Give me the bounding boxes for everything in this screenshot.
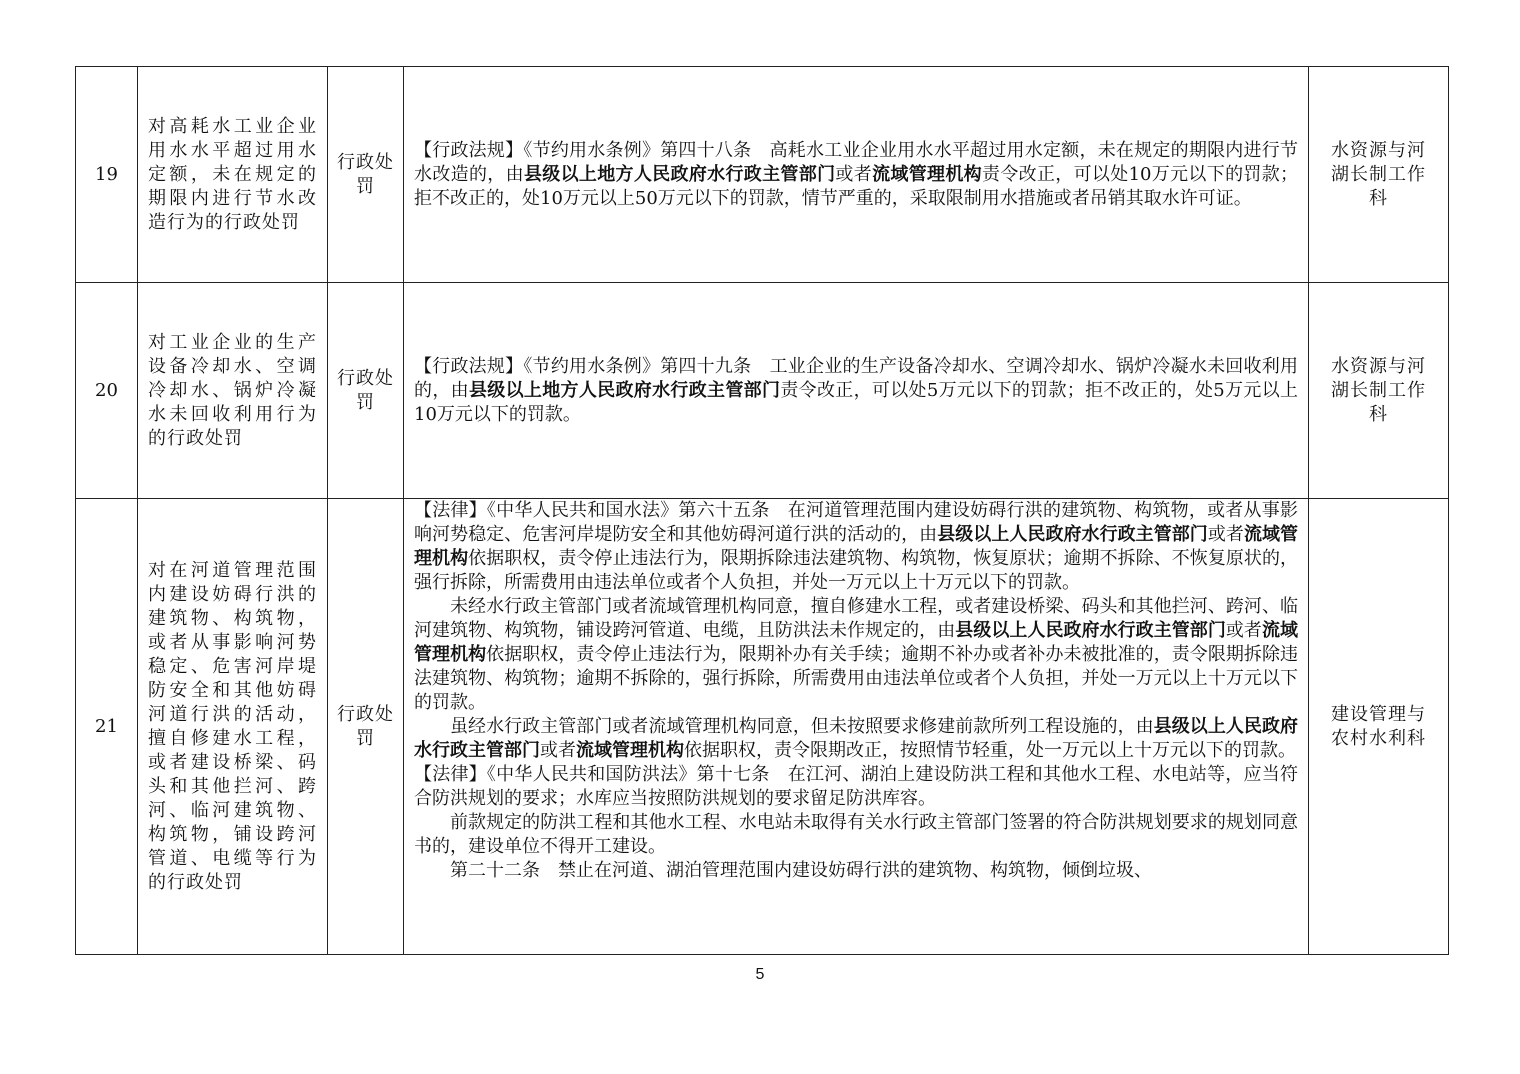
penalty-type: 行政处罚: [337, 367, 394, 413]
basis-emphasis: 流域管理机构: [872, 163, 982, 185]
basis-paragraph: [414, 859, 1298, 883]
basis-emphasis: 流域管理机构: [414, 524, 1299, 569]
basis-paragraph: [414, 715, 1298, 763]
penalty-type: 行政处罚: [337, 703, 394, 749]
item-name-cell: [138, 499, 328, 955]
row-number: 19: [76, 67, 138, 283]
basis-text-segment: 未经水行政主管部门或者流域管理机构同意，擅自修建水工程，或者建设桥梁、码头和其他拦河、跨河、临河建筑物、构筑物，铺设跨河管道、电缆，且防洪法未作规定的，由: [414, 596, 1298, 641]
basis-emphasis: 县级以上地方人民政府水行政主管部门: [468, 379, 781, 401]
legal-basis-cell: [404, 499, 1309, 955]
penalty-table-body: [76, 67, 1449, 955]
basis-emphasis: 县级以上地方人民政府水行政主管部门: [523, 163, 836, 185]
table-row: [76, 67, 1449, 283]
department-cell: [1309, 67, 1449, 283]
basis-paragraph: [414, 763, 1298, 811]
legal-basis: [404, 139, 1308, 211]
basis-text-segment: 前款规定的防洪工程和其他水工程、水电站未取得有关水行政主管部门签署的符合防洪规划要求的规划同意书的，建设单位不得开工建设。: [414, 812, 1298, 857]
basis-text-segment: 或者: [835, 163, 873, 185]
department: 水资源与河湖长制工作科: [1331, 355, 1426, 425]
penalty-type-cell: [328, 499, 404, 955]
item-name: 对高耗水工业企业用水水平超过用水定额，未在规定的期限内进行节水改造行为的行政处罚: [148, 115, 317, 233]
legal-basis-cell: [404, 283, 1309, 499]
basis-paragraph: [414, 499, 1298, 595]
basis-emphasis: 流域管理机构: [576, 740, 684, 761]
legal-basis: [404, 355, 1308, 427]
penalty-type-cell: [328, 67, 404, 283]
basis-text-segment: 依据职权，责令限期改正，按照情节轻重，处一万元以上十万元以下的罚款。: [684, 740, 1296, 761]
basis-emphasis: 流域管理机构: [414, 620, 1299, 665]
penalty-table: [75, 66, 1449, 955]
item-name: 对在河道管理范围内建设妨碍行洪的建筑物、构筑物，或者从事影响河势稳定、危害河岸堤防安全和其他妨碍河道行洪的活动，擅自修建水工程，或者建设桥梁、码头和其他拦河、跨河、临河建筑物、构筑物，铺设跨河管道、电缆等行为的行政处罚: [148, 559, 317, 893]
item-name-cell: [138, 283, 328, 499]
basis-text-segment: 责令改正，可以处10万元以下的罚款；拒不改正的，处10万元以上50万元以下的罚款，情节严重的，采取限制用水措施或者吊销其取水许可证。: [414, 163, 1299, 209]
basis-paragraph: [414, 811, 1298, 859]
item-name: 对工业企业的生产设备冷却水、空调冷却水、锅炉冷凝水未回收利用行为的行政处罚: [148, 331, 317, 449]
basis-emphasis: 县级以上人民政府水行政主管部门: [414, 716, 1299, 761]
department: 建设管理与农村水利科: [1331, 703, 1426, 749]
basis-paragraph: [414, 139, 1298, 211]
row-number: 20: [76, 283, 138, 499]
page-number: 5: [755, 966, 765, 983]
basis-text-segment: 责令改正，可以处5万元以下的罚款；拒不改正的，处5万元以上10万元以下的罚款。: [414, 379, 1299, 425]
department-cell: [1309, 499, 1449, 955]
penalty-type-cell: [328, 283, 404, 499]
basis-paragraph: [414, 355, 1298, 427]
penalty-type: 行政处罚: [337, 151, 394, 197]
basis-text-segment: 【法律】《中华人民共和国防洪法》第十七条 在江河、湖泊上建设防洪工程和其他水工程、水电站等，应当符合防洪规划的要求；水库应当按照防洪规划的要求留足防洪库容。: [414, 764, 1298, 809]
legal-basis: [404, 499, 1308, 883]
basis-text-segment: 依据职权，责令停止违法行为，限期补办有关手续；逾期不补办或者补办未被批准的，责令限期拆除违法建筑物、构筑物；逾期不拆除的，强行拆除，所需费用由违法单位或者个人负担，并处一万元以上十万元以下的罚款。: [414, 644, 1299, 713]
legal-basis-cell: [404, 67, 1309, 283]
department-cell: [1309, 283, 1449, 499]
basis-paragraph: [414, 595, 1298, 715]
table-row: [76, 499, 1449, 955]
basis-text-segment: 虽经水行政主管部门或者流域管理机构同意，但未按照要求修建前款所列工程设施的，由: [450, 716, 1154, 737]
basis-text-segment: 【法律】《中华人民共和国水法》第六十五条 在河道管理范围内建设妨碍行洪的建筑物、构筑物，或者从事影响河势稳定、危害河岸堤防安全和其他妨碍河道行洪的活动的，由: [414, 500, 1298, 545]
basis-text-segment: 第二十二条 禁止在河道、湖泊管理范围内建设妨碍行洪的建筑物、构筑物，倾倒垃圾、: [450, 860, 1152, 881]
basis-text-segment: 【行政法规】《节约用水条例》第四十八条 高耗水工业企业用水水平超过用水定额，未在规定的期限内进行节水改造的，由: [414, 139, 1298, 185]
basis-text-segment: 或者: [1207, 524, 1244, 545]
basis-emphasis: 县级以上人民政府水行政主管部门: [937, 524, 1208, 545]
basis-text-segment: 或者: [1225, 620, 1262, 641]
basis-text-segment: 依据职权，责令停止违法行为，限期拆除违法建筑物、构筑物，恢复原状；逾期不拆除、不恢复原状的，强行拆除，所需费用由违法单位或者个人负担，并处一万元以上十万元以下的罚款。: [414, 548, 1298, 593]
row-number: 21: [76, 499, 138, 955]
item-name-cell: [138, 67, 328, 283]
department: 水资源与河湖长制工作科: [1331, 139, 1426, 209]
basis-text-segment: 【行政法规】《节约用水条例》第四十九条 工业企业的生产设备冷却水、空调冷却水、锅炉冷凝水未回收利用的，由: [414, 355, 1298, 401]
basis-text-segment: 或者: [540, 740, 576, 761]
basis-emphasis: 县级以上人民政府水行政主管部门: [955, 620, 1226, 641]
table-row: [76, 283, 1449, 499]
